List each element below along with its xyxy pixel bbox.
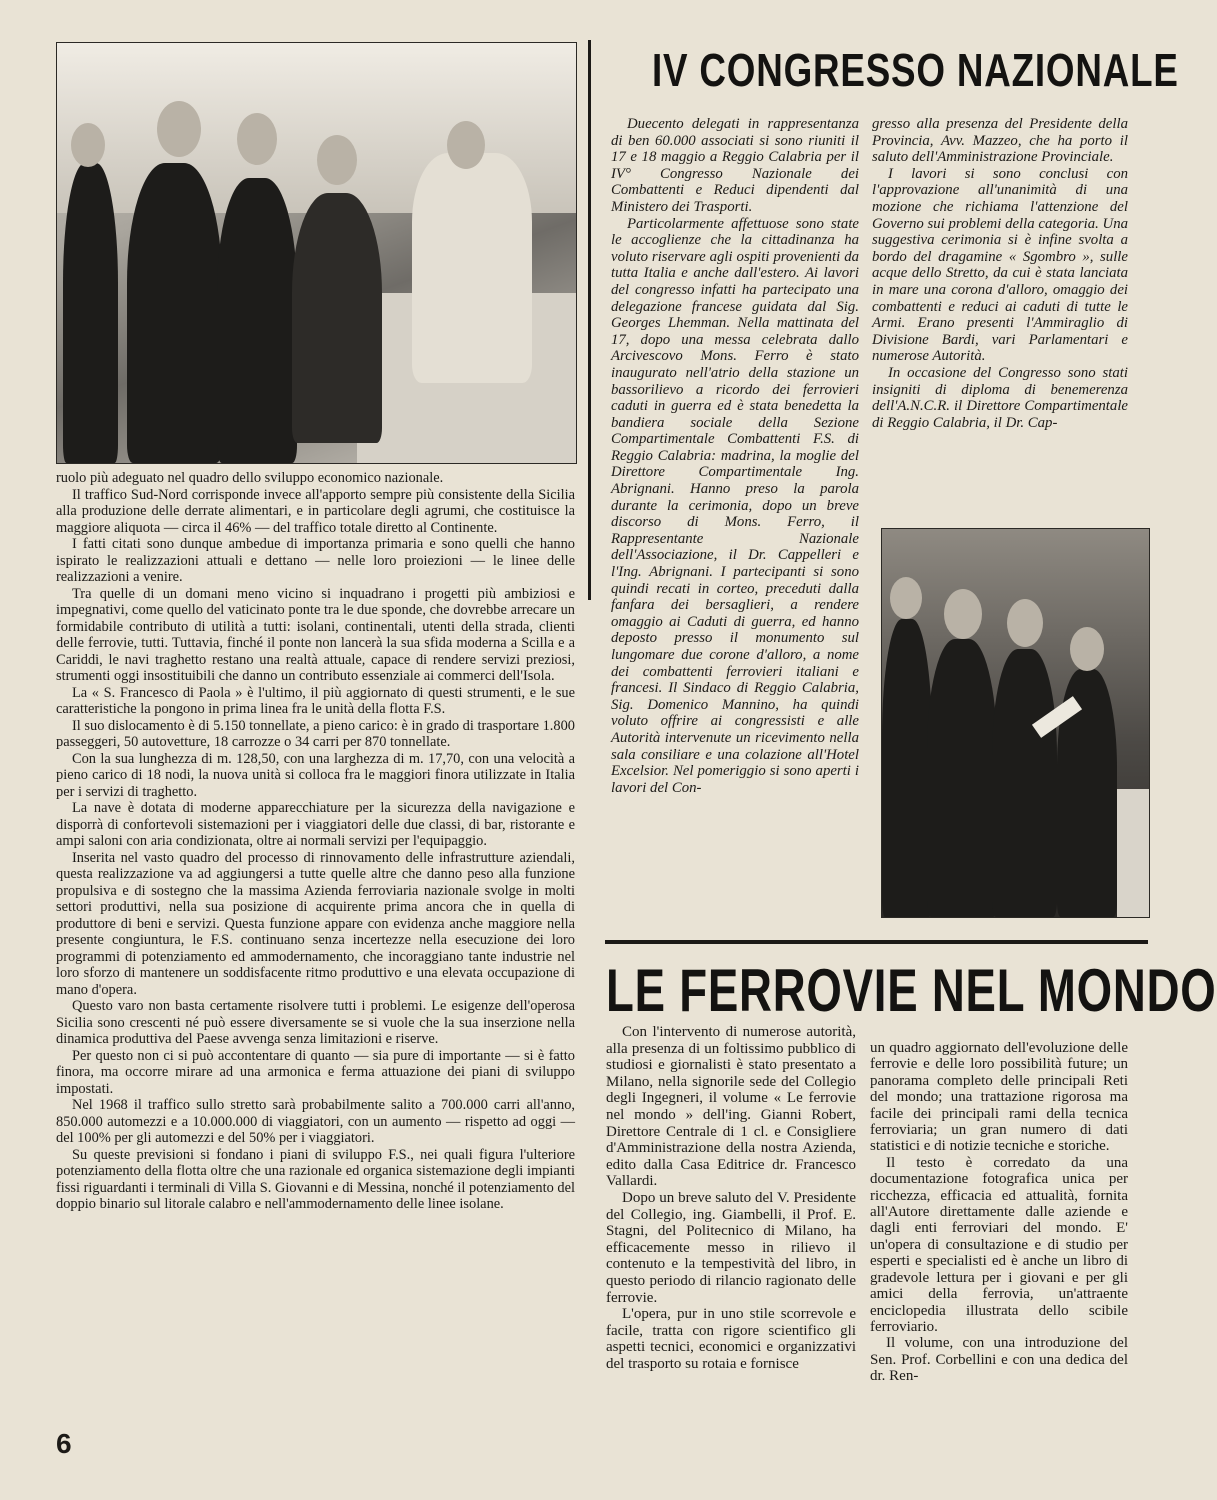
ferrovie-column-2 (870, 1040, 1128, 1385)
congress-photo (881, 528, 1150, 918)
left-paragraph: ruolo più adeguato nel quadro dello sviluppo economico nazionale. (56, 470, 444, 486)
ceremony-photo (56, 42, 577, 464)
left-paragraph: Con la sua lunghezza di m. 128,50, con una larghezza di m. 17,70, con una velocità a pieno carico di 18 nodi, la nuova unità si colloca fra le maggiori finora utilizzate in Italia per i servizi di traghetto. (56, 750, 575, 800)
left-paragraph: Inserita nel vasto quadro del processo di rinnovamento delle infrastrutture aziendali, questa realizzazione va ad aggiungersi a tutte quelle altre che danno peso alla funzione propulsiva e di sostegno che la massima Azienda ferroviaria nazionale svolge in molti settori produttivi, nella sua posizione di acquirente prima ancora che in quella di produttore di beni e servizi. Questa funzione appare con evidenza anche maggiore nella presente congiuntura, le F.S. continuano senza incertezze nella esecuzione dei loro programmi di potenziamento ed ammodernamento, che incoraggiano tante industrie nel loro sforzo di mantenere un soddisfacente ritmo produttivo e una elevata occupazione di mano d'opera. (56, 849, 575, 998)
left-paragraph: La « S. Francesco di Paola » è l'ultimo, il più aggiornato di questi strumenti, e le sue caratteristiche la pongono in prima linea fra le unità della flotta F.S. (56, 684, 575, 717)
section-rule (605, 940, 1148, 944)
ferrovie-paragraph: L'opera, pur in uno stile scorrevole e facile, tratta con rigore scientifico gli aspetti tecnici, economici e organizzativi del trasporto su rotaia e fornisce (606, 1306, 856, 1372)
ferrovie-paragraph: Dopo un breve saluto del V. Presidente del Collegio, ing. Giambelli, il Prof. E. Stagni, del Politecnico di Milano, ha efficacemente messo in rilievo il contenuto e la tempestività del libro, in questo periodo di rilancio ragionato delle ferrovie. (606, 1189, 856, 1306)
page-number: 6 (56, 1428, 72, 1459)
ferrovie-paragraph: un quadro aggiornato dell'evoluzione delle ferrovie e delle loro possibilità future; un panorama completo delle principali Reti del mondo; una trattazione rigorosa ma facile dei principali rami della tecnica ferroviaria; un gran numero di dati statistici e di notizie tecniche e storiche. (870, 1040, 1128, 1155)
left-paragraph: I fatti citati sono dunque ambedue di importanza primaria e sono quelli che hanno ispirato le realizzazioni attuali e dettano — nelle loro proiezioni — le linee delle realizzazioni a venire. (56, 536, 575, 585)
left-paragraph: Per questo non ci si può accontentare di quanto — sia pure di importante — si è fatto finora, ma occorre mirare ad una armonica e ferma attuazione dei piani di sviluppo impostati. (56, 1047, 575, 1097)
ferrovie-column-1 (606, 1024, 856, 1372)
ferrovie-paragraph: Con l'intervento di numerose autorità, alla presenza di un foltissimo pubblico di studiosi e giornalisti è stato presentato a Milano, nella signorile sede del Collegio degli Ingegneri, il volume « Le ferrovie nel mondo » dell'ing. Gianni Robert, Direttore Centrale di 1 cl. e Consigliere d'Amministrazione della nostra Azienda, edito dalla Casa Editrice dr. Francesco Vallardi. (606, 1024, 856, 1190)
congress-column-1 (611, 116, 859, 796)
left-paragraph: Questo varo non basta certamente risolvere tutti i problemi. Le esigenze dell'operosa Sicilia sono crescenti né può essere diversamente se si vuole che la sua inserzione nella dinamica produttiva del Paese avvenga senza limitazioni e riserve. (56, 998, 575, 1047)
congress-paragraph: I lavori si sono conclusi con l'approvazione all'unanimità di una mozione che richiama l'attenzione del Governo sui problemi della categoria. Una suggestiva cerimonia si è infine svolta a bordo del dragamine « Sgombro », sulle acque dello Stretto, da cui è stata lanciata in mare una corona d'alloro, omaggio dei combattenti e reduci ai caduti di tutte le Armi. Erano presenti l'Ammiraglio di Divisione Bardi, vari Parlamentari e numerose Autorità. (872, 165, 1128, 365)
ferrovie-paragraph: Il volume, con una introduzione del Sen. Prof. Corbellini e con una dedica del dr. Ren- (870, 1335, 1128, 1385)
ferrovie-paragraph: Il testo è corredato da una documentazione fotografica unica per ricchezza, efficacia ed attualità, fornita all'Autore direttamente dalle aziende e dagli enti ferroviari del mondo. E' un'opera di consultazione e di studio per esperti e specialisti ed è anche un libro di gradevole lettura per i giovani e per gli amici della ferrovia, un'attraente enciclopedia illustrata dello scibile ferroviario. (870, 1154, 1128, 1335)
congress-paragraph: In occasione del Congresso sono stati insigniti di diploma di benemerenza dell'A.N.C.R. il Direttore Compartimentale di Reggio Calabria, il Dr. Cap- (872, 364, 1128, 431)
left-paragraph: La nave è dotata di moderne apparecchiature per la sicurezza della navigazione e disporrà di confortevoli sistemazioni per i viaggiatori delle due classi, di bar, ristorante e ampi saloni con aria condizionata, oltre ai normali servizi per l'equipaggio. (56, 800, 575, 849)
congress-paragraph: Particolarmente affettuose sono state le accoglienze che la cittadinanza ha voluto riservare agli ospiti provenienti da tutta Italia e anche dall'estero. Ai lavori del congresso infatti ha partecipato una delegazione francese guidata dal Sig. Georges Lhemman. Nella mattinata del 17, dopo una messa celebrata dallo Arcivescovo Mons. Ferro è stato inaugurato nell'atrio della stazione un bassorilievo a ricordo dei ferrovieri caduti in guerra ed è stata benedetta la bandiera sociale della Sezione Compartimentale Combattenti F.S. di Reggio Calabria: madrina, la moglie del Direttore Compartimentale Ing. Abrignani. Hanno preso la parola durante la cerimonia, dopo un breve discorso di Mons. Ferro, il Rappresentante Nazionale dell'Associazione, il Dr. Cappelleri e l'Ing. Abrignani. I partecipanti si sono quindi recati in corteo, preceduti dalla fanfara dei bersaglieri, a rendere omaggio ai Caduti di guerra, ed hanno deposto presso il monumento sul lungomare due corone d'alloro, a nome dei combattenti ferrovieri italiani e francesi. Il Sindaco di Reggio Calabria, Sig. Domenico Mannino, ha quindi voluto offrire ai congressisti e alle Autorità intervenute un ricevimento nella sala consiliare e una colazione all'Hotel Excelsior. Nel pomeriggio si sono aperti i lavori del Con- (611, 215, 859, 796)
congress-paragraph: Duecento delegati in rappresentanza di ben 60.000 associati si sono riuniti il 17 e 18 maggio a Reggio Calabria per il IV° Congresso Nazionale dei Combattenti e Reduci dipendenti dal Ministero dei Trasporti. (611, 116, 859, 215)
ferrovie-headline: LE FERROVIE NEL MONDO (606, 957, 1217, 1024)
left-paragraph: Il traffico Sud-Nord corrisponde invece all'apporto sempre più consistente della Sicilia alla produzione delle derrate alimentari, e in particolare degli agrumi, che costituisce la maggiore aliquota — circa il 46% — del traffico totale diretto al Continente. (56, 486, 575, 536)
column-rule (588, 40, 591, 600)
left-paragraph: Tra quelle di un domani meno vicino si inquadrano i progetti più ambiziosi e impegnativi, come quello del vaticinato ponte tra le due sponde, che dovrebbe arrecare un formidabile contributo di utilità a tutti: isolani, continentali, utenti della strada, clienti delle ferrovie, tutti. Tuttavia, finché il ponte non lancerà la sua sfida moderna a Scilla e a Cariddi, le navi traghetto restano una realtà attuale, capace di rendere servizi preziosi, strumenti oggi insostituibili che danno un contributo essenziale ai commerci dell'Isola. (56, 585, 575, 684)
left-article-column (56, 470, 575, 1213)
left-paragraph: Su queste previsioni si fondano i piani di sviluppo F.S., nei quali figura l'ulteriore potenziamento della flotta oltre che una razionale ed organica sistemazione degli impianti fissi riguardanti i terminali di Villa S. Giovanni e di Messina, nonché il potenziamento del doppio binario sul litorale calabro e nell'ammodernamento delle linee isolane. (56, 1146, 575, 1212)
left-paragraph: Il suo dislocamento è di 5.150 tonnellate, a pieno carico: è in grado di trasportare 1.800 passeggeri, 50 autovetture, 18 carrozze o 34 carri per 870 tonnellate. (56, 717, 575, 750)
congress-headline: IV CONGRESSO NAZIONALE (652, 44, 1179, 96)
left-paragraph: Nel 1968 il traffico sullo stretto sarà probabilmente salito a 700.000 carri all'anno, 850.000 automezzi e a 10.000.000 di viaggiatori, con un aumento — rispetto ad oggi — del 100% per gli automezzi e del 50% per i viaggiatori. (56, 1097, 575, 1146)
congress-paragraph: gresso alla presenza del Presidente della Provincia, Avv. Mazzeo, che ha porto il saluto dell'Amministrazione Provinciale. (872, 116, 1128, 166)
congress-column-2 (872, 116, 1128, 431)
